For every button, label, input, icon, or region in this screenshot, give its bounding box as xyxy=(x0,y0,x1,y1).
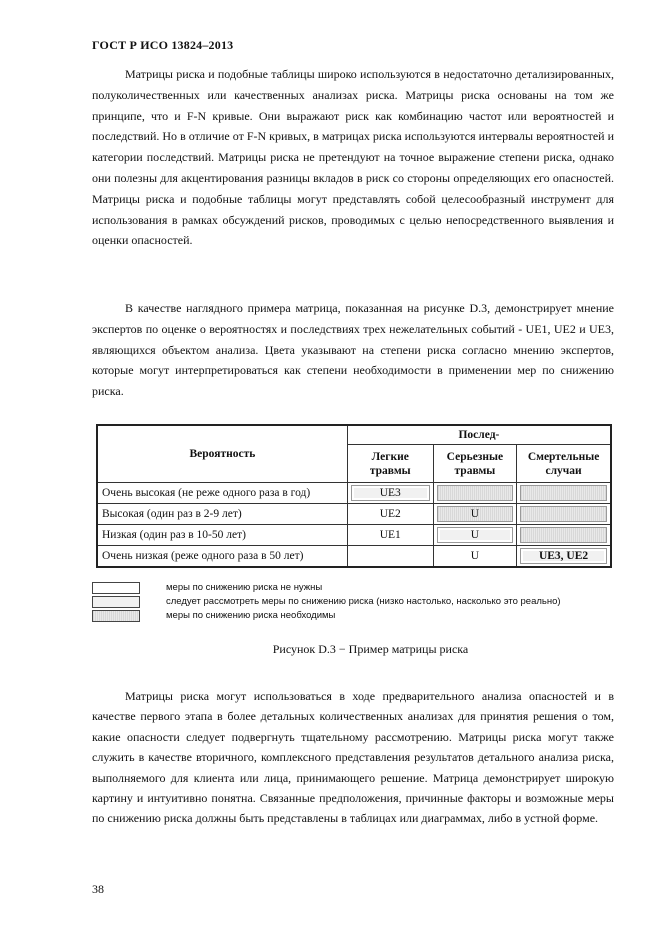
column-serious-injuries: Серьезные травмы xyxy=(433,445,516,483)
probability-label: Высокая (один раз в 2-9 лет) xyxy=(97,504,347,525)
probability-label: Очень низкая (реже одного раза в 50 лет) xyxy=(97,546,347,568)
table-row xyxy=(97,525,611,546)
table-row xyxy=(97,546,611,568)
legend-swatch-mid xyxy=(92,596,140,608)
page-number: 38 xyxy=(92,882,104,896)
probability-label: Низкая (один раз в 10-50 лет) xyxy=(97,525,347,546)
document-header: ГОСТ Р ИСО 13824–2013 xyxy=(92,38,234,52)
matrix-cell-value: U xyxy=(437,527,513,543)
matrix-cell xyxy=(433,525,516,546)
legend-swatch-dark xyxy=(92,610,140,622)
table-row xyxy=(97,504,611,525)
legend-label: меры по снижению риска необходимы xyxy=(166,610,336,621)
matrix-cell xyxy=(517,504,611,525)
legend-swatch-light xyxy=(92,582,140,594)
probability-header: Вероятность xyxy=(97,425,347,483)
matrix-cell xyxy=(517,546,611,568)
matrix-cell-value: UE3, UE2 xyxy=(520,548,607,564)
matrix-cell-value: UE2 xyxy=(351,507,430,521)
paragraph-risk-matrices-intro: Матрицы риска и подобные таблицы широко используются в недостаточно детализированных, полуколичественных или качественных анализах риска. Матрицы риска основаны на том же принципе, что и F-N кривые. Они выражают риск как комбинацию частот или вероятностей и последствий. Но в отличие от F-N кривых, в матрицах риска используются интервалы вероятностей и категории последствий. Матрицы риска не претендуют на точное выражение степени риска, однако они полезны для акцентирования разницы вкладов в риск со стороны определяющих его опасностей. Матрицы риска и подобные таблицы могут представлять собой целесообразный инструмент для использования в рамках обсуждений рисков, проводимых с целью непосредственного выявления и оценки опасностей. xyxy=(92,67,614,248)
risk-matrix-table xyxy=(96,424,612,568)
column-light-injuries: Легкие травмы xyxy=(347,445,433,483)
figure-caption: Рисунок D.3 − Пример матрицы риска xyxy=(272,642,469,656)
matrix-cell xyxy=(433,483,516,504)
legend-label: меры по снижению риска не нужны xyxy=(166,582,323,593)
column-fatalities: Смертельные случаи xyxy=(517,445,611,483)
matrix-cell-value: UE1 xyxy=(351,528,430,542)
matrix-cell xyxy=(433,504,516,525)
matrix-cell xyxy=(347,504,433,525)
probability-label: Очень высокая (не реже одного раза в год) xyxy=(97,483,347,504)
matrix-cell xyxy=(433,546,516,568)
table-row xyxy=(97,483,611,504)
paragraph-example-matrix: В качестве наглядного примера матрица, показанная на рисунке D.3, демонстрирует мнение экспертов по оценке о вероятностях и последствиях трех нежелательных событий - UE1, UE2 и UE3, являющихся объектом анализа. Цвета указывают на степени риска согласно мнению экспертов, которые могут интерпретироваться как степени необходимости в применении мер по снижению риска. xyxy=(92,301,614,399)
matrix-cell-value xyxy=(520,527,607,543)
matrix-cell-value: UE3 xyxy=(351,485,430,501)
matrix-cell xyxy=(347,546,433,568)
matrix-cell xyxy=(347,525,433,546)
matrix-cell xyxy=(517,525,611,546)
matrix-cell-value xyxy=(351,549,430,563)
consequences-header: Послед- xyxy=(347,425,611,445)
matrix-cell xyxy=(347,483,433,504)
legend-label: следует рассмотреть меры по снижению риска (низко настолько, насколько это реально) xyxy=(166,596,561,607)
matrix-cell-value xyxy=(520,506,607,522)
matrix-cell-value: U xyxy=(437,506,513,522)
paragraph-matrix-usage: Матрицы риска могут использоваться в ходе предварительного анализа опасностей и в качестве первого этапа в более детальных количественных анализах для принятия решения о том, какие опасности следует подвергнуть тщательному рассмотрению. Матрицы риска могут также служить в качестве вторичного, комплексного представления результатов детального анализа риска, выполняемого для клиента или лица, принимающего решение. Матрица демонстрирует широкую картину и интуитивно понятна. Связанные предположения, причинные факторы и возможные меры по снижению риска должны быть представлены в таблицах или диаграммах, либо в устной форме. xyxy=(92,689,614,826)
matrix-cell-value: U xyxy=(437,549,513,563)
matrix-cell-value xyxy=(520,485,607,501)
matrix-cell-value xyxy=(437,485,513,501)
matrix-cell xyxy=(517,483,611,504)
